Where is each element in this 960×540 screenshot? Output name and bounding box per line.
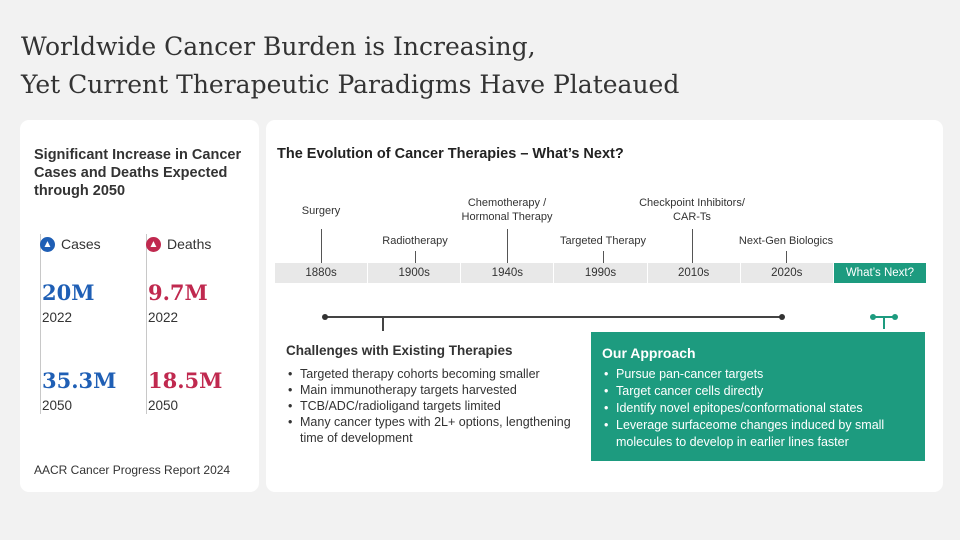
next-bracket-connector xyxy=(883,317,885,329)
challenges-title: Challenges with Existing Therapies xyxy=(286,343,513,358)
cases-2050-value: 35.3M xyxy=(42,368,117,393)
decade-whats-next: What’s Next? xyxy=(834,263,926,283)
therapy-label-checkpoint xyxy=(639,196,745,224)
cases-label: Cases xyxy=(61,236,101,252)
approach-item: • Target cancer cells directly xyxy=(602,383,922,400)
tick-checkpoint xyxy=(692,229,693,263)
deaths-label: Deaths xyxy=(167,236,212,252)
approach-item: • Pursue pan-cancer targets xyxy=(602,366,922,383)
burden-heading: Significant Increase in Cancer Cases and Deaths Expected through 2050 xyxy=(34,147,242,199)
existing-therapies-bracket xyxy=(325,316,782,318)
therapy-evolution-card xyxy=(266,120,943,492)
therapy-label-targeted: Targeted Therapy xyxy=(559,235,647,247)
cases-2022-year: 2022 xyxy=(42,310,73,325)
decade-2010s: 2010s xyxy=(648,263,741,283)
evolution-heading: The Evolution of Cancer Therapies – What’s Next? xyxy=(277,146,624,162)
approach-title: Our Approach xyxy=(602,345,696,361)
checkpoint-line-1: Checkpoint Inhibitors/ xyxy=(639,197,745,209)
tick-surgery xyxy=(321,229,322,263)
tick-targeted xyxy=(603,251,604,263)
bracket-connector xyxy=(382,317,384,331)
therapy-label-chemo xyxy=(462,196,553,224)
bracket-dot-left xyxy=(322,314,328,320)
tick-radiotherapy xyxy=(415,251,416,263)
challenges-list xyxy=(286,366,586,446)
deaths-divider xyxy=(146,234,147,414)
source-citation: AACR Cancer Progress Report 2024 xyxy=(34,463,231,477)
therapy-label-radiotherapy: Radiotherapy xyxy=(382,235,448,247)
deaths-2022-value: 9.7M xyxy=(148,280,208,305)
decade-1880s: 1880s xyxy=(275,263,368,283)
deaths-2022-year: 2022 xyxy=(148,310,179,325)
therapy-label-nextgen: Next-Gen Biologics xyxy=(738,235,834,247)
decade-1900s: 1900s xyxy=(368,263,461,283)
deaths-header xyxy=(146,234,211,254)
arrow-up-circle-icon: ▲ xyxy=(146,237,161,252)
tick-nextgen xyxy=(786,251,787,263)
cancer-burden-card xyxy=(20,120,259,492)
cases-divider xyxy=(40,234,41,414)
title-line-2: Yet Current Therapeutic Paradigms Have Plateaued xyxy=(21,70,680,99)
checkpoint-line-2: CAR-Ts xyxy=(673,211,711,223)
challenge-item: • Main immunotherapy targets harvested xyxy=(286,382,586,398)
challenge-item: • TCB/ADC/radioligand targets limited xyxy=(286,398,586,414)
page-title xyxy=(21,28,679,104)
deaths-2050-value: 18.5M xyxy=(148,368,223,393)
challenge-item: • Many cancer types with 2L+ options, lengthening time of development xyxy=(286,414,586,446)
approach-item: • Identify novel epitopes/conformational states xyxy=(602,400,922,417)
approach-list xyxy=(602,366,922,451)
cases-2022-value: 20M xyxy=(42,280,95,305)
decade-1940s: 1940s xyxy=(461,263,554,283)
challenge-item: • Targeted therapy cohorts becoming smaller xyxy=(286,366,586,382)
decade-1990s: 1990s xyxy=(554,263,647,283)
next-bracket-dot-right xyxy=(892,314,898,320)
title-line-1: Worldwide Cancer Burden is Increasing, xyxy=(21,32,536,61)
next-bracket-dot-left xyxy=(870,314,876,320)
cases-header xyxy=(40,234,101,254)
therapy-label-surgery: Surgery xyxy=(301,205,341,217)
bracket-dot-right xyxy=(779,314,785,320)
decade-2020s: 2020s xyxy=(741,263,834,283)
our-approach-box xyxy=(591,332,925,461)
arrow-up-circle-icon: ▲ xyxy=(40,237,55,252)
cases-2050-year: 2050 xyxy=(42,398,73,413)
deaths-2050-year: 2050 xyxy=(148,398,179,413)
approach-item: • Leverage surfaceome changes induced by small molecules to develop in earlier lines faster xyxy=(602,417,922,451)
challenges-section xyxy=(286,343,586,446)
decade-timeline xyxy=(275,263,926,283)
tick-chemo xyxy=(507,229,508,263)
chemo-line-1: Chemotherapy / xyxy=(467,197,547,209)
chemo-line-2: Hormonal Therapy xyxy=(461,211,553,223)
